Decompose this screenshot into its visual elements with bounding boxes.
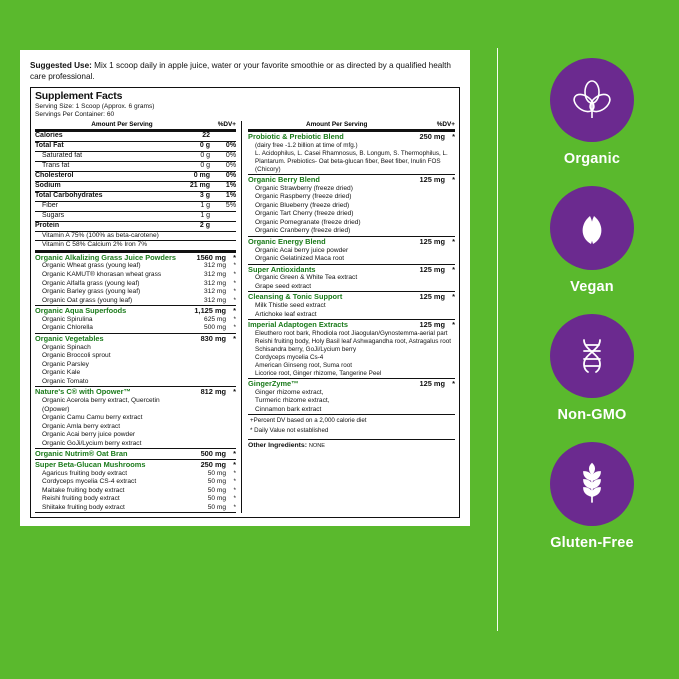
ingredient-item-name: Organic KAMUT® khorasan wheat grass [42, 270, 162, 278]
ingredient-item-dv: * [233, 262, 237, 270]
nutrition-row [35, 222, 236, 232]
ingredient-item [248, 389, 455, 398]
ingredient-item [35, 397, 236, 414]
ingredient-group-note: Licorice root, Ginger rhizome, Tangerine Peel [255, 370, 382, 378]
serving-size: Serving Size: 1 Scoop (Approx. 6 grams) [35, 102, 155, 110]
ingredient-item [248, 247, 455, 256]
ingredient-item [35, 324, 236, 333]
ingredient-item [248, 311, 455, 320]
ingredient-item-name: Organic Spirulina [42, 315, 93, 323]
ingredient-item-name: Organic Tart Cherry (freeze dried) [255, 210, 354, 218]
ingredient-item [248, 283, 455, 292]
ingredient-group [248, 320, 455, 379]
nutrient-dv: 5% [225, 201, 237, 209]
ingredient-item-name: Organic Acai berry juice powder [42, 431, 136, 439]
ingredient-item-name: Organic Chlorella [42, 324, 93, 332]
ingredient-group-header [248, 237, 455, 247]
certification-badges [525, 58, 659, 551]
ingredient-item-name: Organic Broccoli sprout [42, 352, 111, 360]
ingredient-item-name: Artichoke leaf extract [255, 310, 317, 318]
right-column-header [248, 121, 455, 132]
nutrition-row [35, 182, 236, 192]
ingredient-item [248, 406, 455, 415]
ingredient-item-dv: * [233, 469, 237, 477]
ingredient-item-name: Organic Gelatinized Maca root [255, 255, 345, 263]
ingredient-group-header [248, 132, 455, 142]
footnote: +Percent DV based on a 2,000 calorie diet [250, 417, 367, 425]
facts-right-column [248, 121, 455, 513]
dv-header-right: %DV+ [436, 121, 455, 129]
nutrient-amount: 21 mg [189, 181, 211, 189]
ingredient-item [248, 274, 455, 283]
badge-gluten-free [525, 442, 659, 551]
ingredient-group-dv: * [452, 379, 455, 389]
ingredient-item [35, 352, 236, 361]
ingredient-group [248, 379, 455, 415]
ingredient-item [35, 495, 236, 504]
ingredient-item-name: Shiitake fruiting body extract [42, 503, 125, 511]
footnotes [248, 417, 455, 435]
ingredient-item [248, 185, 455, 194]
vertical-divider [497, 48, 498, 631]
badge-non-gmo [525, 314, 659, 423]
ingredient-item-amount: 50 mg [207, 503, 227, 511]
organic-flower-icon [568, 76, 616, 124]
ingredient-group-amount: 500 mg [200, 449, 227, 459]
ingredient-item-name: Reishi fruiting body extract [42, 495, 120, 503]
ingredient-item-name: Organic Parsley [42, 360, 89, 368]
gluten-free-badge-label: Gluten-Free [550, 535, 634, 551]
servings-per-container: Servings Per Container: 60 [35, 110, 115, 118]
ingredient-item-name: Maitake fruiting body extract [42, 486, 125, 494]
non-gmo-badge-label: Non-GMO [557, 407, 627, 423]
ingredient-group-dv: * [452, 132, 455, 142]
ingredient-item-name: Cinnamon bark extract [255, 405, 322, 413]
ingredient-item-name: Organic Kale [42, 369, 81, 377]
ingredient-item-dv: * [233, 324, 237, 332]
vegan-badge-label: Vegan [570, 279, 614, 295]
nutrient-name: Sodium [35, 181, 61, 189]
ingredient-item-amount: 625 mg [204, 315, 227, 323]
ingredient-group-header [35, 449, 236, 459]
nutrition-row [35, 212, 236, 222]
ingredient-item-name: Turmeric rhizome extract, [255, 397, 330, 405]
ingredient-item [248, 193, 455, 202]
ingredient-group-note: Cordyceps mycelia Cs-4 [255, 353, 324, 361]
ingredient-group [35, 460, 236, 513]
ingredient-item [35, 297, 236, 306]
nutrient-name: Cholesterol [35, 171, 74, 179]
ingredient-item [35, 378, 236, 387]
non-gmo-badge-circle [550, 314, 634, 398]
ingredient-group-name: Nature's C® with Opower™ [35, 387, 131, 397]
ingredient-item [35, 504, 236, 513]
ingredient-group [35, 387, 236, 449]
supplement-facts-box [30, 87, 460, 518]
ingredient-item-name: Agaricus fruiting body extract [42, 469, 128, 477]
badge-vegan [525, 186, 659, 295]
left-ingredient-groups [35, 253, 236, 514]
ingredient-item [35, 440, 236, 449]
other-ingredients-label: Other Ingredients: [248, 441, 307, 449]
ingredient-group-dv: * [233, 449, 237, 459]
ingredient-group-note: Reishi fruiting body, Holy Basil leaf Ashwagandha root, Astragalus root [255, 337, 451, 345]
ingredient-group-note: Eleuthero root bark, Rhodiola root Jiaogulan/Gynostemma-aerial part [255, 329, 448, 337]
ingredient-group-header [35, 253, 236, 263]
ingredient-group-name: Cleansing & Tonic Support [248, 292, 343, 302]
ingredient-item-name: Organic Acerola berry extract, Quercetin (Opower) [42, 397, 160, 413]
ingredient-group-amount: 250 mg [200, 460, 227, 470]
ingredient-group-amount: 830 mg [200, 333, 227, 343]
suggested-use-heading: Suggested Use: [30, 61, 92, 70]
ingredient-group-name: Organic Vegetables [35, 333, 104, 343]
ingredient-item-name: Milk Thistle seed extract [255, 302, 326, 310]
ingredient-group-name: Super Antioxidants [248, 264, 316, 274]
supplement-facts-title: Supplement Facts [35, 90, 123, 103]
nutrient-name: Sugars [42, 211, 65, 219]
ingredient-group-amount: 125 mg [419, 320, 445, 330]
ingredient-group [248, 237, 455, 265]
amount-per-serving-header-right: Amount Per Serving [305, 121, 368, 129]
footnote: * Daily Value not established [250, 427, 329, 435]
ingredient-group-name: GingerZyme™ [248, 379, 299, 389]
ingredient-item-name: Organic Raspberry (freeze dried) [255, 193, 352, 201]
ingredient-item [248, 202, 455, 211]
ingredient-item [248, 227, 455, 236]
ingredient-group-amount: 812 mg [200, 387, 227, 397]
ingredient-group [35, 449, 236, 460]
ingredient-group-header [248, 265, 455, 275]
gluten-free-badge-circle [550, 442, 634, 526]
ingredient-item [35, 271, 236, 280]
ingredient-item-name: Organic Alfalfa grass (young leaf) [42, 279, 140, 287]
nutrient-dv: 1% [225, 181, 237, 189]
ingredient-item-dv: * [233, 495, 237, 503]
ingredient-group [248, 175, 455, 237]
nutrient-name: Calories [35, 132, 63, 140]
wheat-icon [568, 460, 616, 508]
ingredient-item-dv: * [233, 270, 237, 278]
ingredient-group-amount: 1,125 mg [194, 306, 227, 316]
ingredient-item [35, 478, 236, 487]
ingredient-item-dv: * [233, 279, 237, 287]
nutrient-amount: 0 g [200, 152, 211, 160]
other-ingredients [248, 439, 455, 449]
ingredient-group-note: American Ginseng root, Suma root [255, 362, 352, 370]
ingredient-item-name: Organic Cranberry (freeze dried) [255, 227, 351, 235]
ingredient-group-amount: 125 mg [419, 292, 445, 302]
nutrition-row [35, 192, 236, 202]
ingredient-item-dv: * [233, 288, 237, 296]
ingredient-group-name: Organic Aqua Superfoods [35, 306, 127, 316]
ingredient-item-name: Organic Spinach [42, 343, 91, 351]
nutrition-row [35, 132, 236, 142]
ingredient-item-name: Organic Barley grass (young leaf) [42, 288, 141, 296]
dv-header: %DV+ [217, 121, 237, 129]
nutrition-row [35, 142, 236, 152]
suggested-use-text [30, 60, 460, 82]
nutrient-name: Fiber [42, 201, 58, 209]
other-ingredients-value: NONE [308, 442, 326, 449]
nutrient-name: Total Fat [35, 142, 64, 150]
nutrition-row [35, 162, 236, 172]
nutrient-amount: 2 g [199, 221, 211, 229]
ingredient-item-name: Organic Green & White Tea extract [255, 274, 358, 282]
ingredient-item [248, 210, 455, 219]
ingredient-group-header [35, 387, 236, 397]
nutrient-amount: 0 mg [193, 171, 211, 179]
ingredient-item-name: Organic Acai berry juice powder [255, 246, 349, 254]
ingredient-group-header [248, 175, 455, 185]
ingredient-group-name: Organic Alkalizing Grass Juice Powders [35, 252, 177, 262]
ingredient-group-amount: 125 mg [419, 174, 445, 184]
nutrient-amount: 0 g [199, 142, 211, 150]
ingredient-group [35, 306, 236, 334]
vegan-badge-circle [550, 186, 634, 270]
ingredient-item [248, 219, 455, 228]
ingredient-group-header [248, 292, 455, 302]
ingredient-item-amount: 312 mg [204, 288, 227, 296]
ingredient-item-amount: 50 mg [207, 478, 227, 486]
nutrition-row [35, 202, 236, 212]
ingredient-group-dv: * [452, 236, 455, 246]
ingredient-group-name: Imperial Adaptogen Extracts [248, 320, 348, 330]
ingredient-group-amount: 125 mg [419, 379, 445, 389]
organic-badge-label: Organic [563, 151, 621, 167]
facts-left-column [35, 121, 242, 513]
ingredient-group [35, 253, 236, 306]
dna-icon [568, 332, 616, 380]
nutrient-amount: 1 g [200, 211, 211, 219]
ingredient-group-amount: 125 mg [419, 264, 445, 274]
ingredient-item-amount: 312 mg [204, 279, 227, 287]
vitamin-row: Vitamin A 75% (100% as beta-carotene) [35, 232, 236, 242]
nutrient-amount: 1 g [200, 201, 211, 209]
nutrient-name: Total Carbohydrates [35, 191, 103, 199]
nutrient-dv: 0% [225, 142, 237, 150]
organic-badge-circle [550, 58, 634, 142]
ingredient-item [35, 423, 236, 432]
ingredient-group-dv: * [233, 387, 237, 397]
ingredient-group-header [35, 334, 236, 344]
ingredient-item-name: Organic Oat grass (young leaf) [42, 296, 133, 304]
ingredient-group-header [248, 379, 455, 389]
badge-organic [525, 58, 659, 167]
ingredient-group-dv: * [233, 333, 237, 343]
ingredient-group-name: Organic Nutrim® Oat Bran [35, 449, 128, 459]
nutrient-amount: 22 [202, 132, 211, 140]
nutrient-name: Protein [35, 221, 60, 229]
ingredient-group-header [35, 460, 236, 470]
ingredient-item [248, 255, 455, 264]
ingredient-item [35, 316, 236, 325]
ingredient-item-amount: 312 mg [204, 262, 227, 270]
ingredient-group [35, 334, 236, 387]
ingredient-item-name: Organic Tomato [42, 377, 89, 385]
ingredient-group-amount: 1560 mg [196, 252, 227, 262]
ingredient-item [35, 288, 236, 297]
amount-per-serving-header: Amount Per Serving [91, 121, 153, 129]
ingredient-group-dv: * [233, 306, 237, 316]
facts-columns [35, 121, 455, 513]
ingredient-group-name: Organic Energy Blend [248, 236, 326, 246]
ingredient-group-dv: * [233, 252, 237, 262]
ingredient-group-dv: * [452, 174, 455, 184]
ingredient-item-dv: * [233, 296, 237, 304]
ingredient-item-name: Organic Pomegranate (freeze dried) [255, 218, 361, 226]
ingredient-item-name: Organic Camu Camu berry extract [42, 414, 143, 422]
ingredient-group-dv: * [452, 264, 455, 274]
ingredient-item-amount: 312 mg [204, 296, 227, 304]
right-ingredient-groups [248, 132, 455, 415]
ingredient-group-dv: * [233, 460, 237, 470]
nutrient-dv: 0% [225, 152, 237, 160]
ingredient-item [248, 302, 455, 311]
nutrient-name: Saturated fat [42, 152, 83, 160]
ingredient-item-dv: * [233, 503, 237, 511]
ingredient-group-amount: 250 mg [419, 132, 445, 142]
ingredient-item [35, 431, 236, 440]
ingredient-item-name: Organic Strawberry (freeze dried) [255, 184, 353, 192]
ingredient-group-header [248, 320, 455, 330]
ingredient-group [248, 265, 455, 293]
ingredient-item [35, 280, 236, 289]
ingredient-item [35, 470, 236, 479]
leaf-icon [568, 204, 616, 252]
ingredient-item [35, 262, 236, 271]
nutrient-amount: 3 g [199, 191, 211, 199]
vitamin-row: Vitamin C 58% Calcium 2% Iron 7% [35, 241, 236, 253]
ingredient-item-dv: * [233, 486, 237, 494]
supplement-facts-panel [20, 50, 470, 526]
nutrient-name: Trans fat [42, 162, 70, 169]
ingredient-item-name: Organic GoJi/Lycium berry extract [42, 439, 142, 447]
ingredient-item-amount: 50 mg [207, 486, 227, 494]
ingredient-item-amount: 50 mg [207, 495, 227, 503]
ingredient-item-name: Organic Wheat grass (young leaf) [42, 262, 141, 270]
ingredient-item-name: Grape seed extract [255, 282, 312, 290]
suggested-use-body: Mix 1 scoop daily in apple juice, water or your favorite smoothie or as directed by a qualified health care professional. [30, 61, 451, 82]
ingredient-item-dv: * [233, 315, 237, 323]
nutrient-dv: 0% [225, 162, 237, 169]
nutrition-rows [35, 132, 236, 232]
ingredient-group-subtitle: (dairy free -1.2 billion at time of mfg.) [255, 141, 358, 149]
nutrient-amount: 0 g [200, 162, 211, 169]
ingredient-item [248, 397, 455, 406]
ingredient-group-dv: * [452, 320, 455, 330]
ingredient-group-note: L. Acidophilus, L. Casei Rhamnosus, B. Longum, S. Thermophilus, L. Plantarum. Prebiotics- Oat beta-glucan fiber, Beet fiber, Inulin FOS (Chicory) [255, 149, 448, 173]
nutrient-dv: 0% [225, 171, 237, 179]
nutrition-row [35, 172, 236, 182]
ingredient-item-name: Ginger rhizome extract, [255, 388, 324, 396]
ingredient-item-amount: 500 mg [204, 324, 227, 332]
ingredient-item [35, 361, 236, 370]
ingredient-item-amount: 312 mg [204, 270, 227, 278]
ingredient-item [35, 369, 236, 378]
nutrition-row [35, 152, 236, 162]
ingredient-item-name: Cordyceps mycelia CS-4 extract [42, 478, 137, 486]
ingredient-group-name: Organic Berry Blend [248, 174, 320, 184]
left-column-header [35, 121, 236, 132]
ingredient-item [35, 487, 236, 496]
ingredient-group-name: Probiotic & Prebiotic Blend [248, 132, 344, 142]
ingredient-group [248, 292, 455, 320]
ingredient-group-amount: 125 mg [419, 236, 445, 246]
ingredient-item-amount: 50 mg [207, 469, 227, 477]
ingredient-group-dv: * [452, 292, 455, 302]
ingredient-group [248, 132, 455, 175]
ingredient-item-name: Organic Blueberry (freeze dried) [255, 201, 350, 209]
ingredient-item [35, 344, 236, 353]
ingredient-item-name: Organic Amla berry extract [42, 422, 121, 430]
ingredient-group-header [35, 306, 236, 316]
nutrient-dv: 1% [225, 191, 237, 199]
ingredient-item [35, 414, 236, 423]
vitamin-rows [35, 232, 236, 253]
ingredient-group-name: Super Beta-Glucan Mushrooms [35, 460, 146, 470]
ingredient-item-dv: * [233, 478, 237, 486]
ingredient-group-note: Schisandra berry, GoJi/Lycium berry [255, 345, 357, 353]
